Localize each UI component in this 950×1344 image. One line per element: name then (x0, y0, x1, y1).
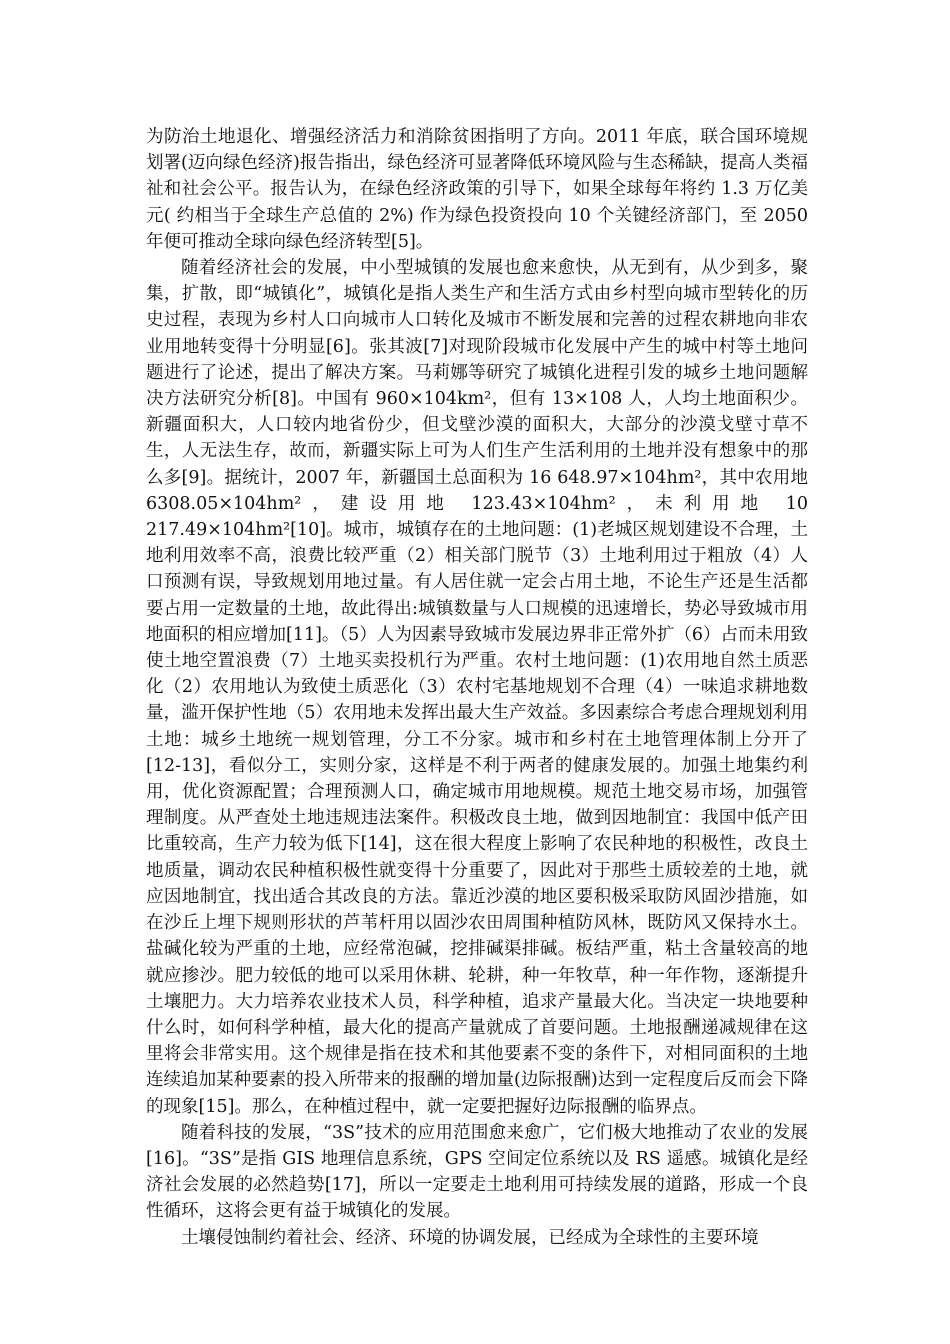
body-text (146, 124, 808, 1251)
paragraph-1: 为防治土地退化、增强经济活力和消除贫困指明了方向。2011 年底，联合国环境规划署(迈向绿色经济)报告指出，绿色经济可显著降低环境风险与生态稀缺，提高人类福祉和社会公平。报告认为，在绿色经济政策的引导下，如果全球每年将约 1.3 万亿美元( 约相当于全球生产总值的 2%) 作为绿色投资投向 10 个关键经济部门，至 2050 年便可推动全球向绿色经济转型[5]。 (146, 127, 808, 252)
paragraph-4: 土壤侵蚀制约着社会、经济、环境的协调发展，已经成为全球性的主要环境 (181, 1227, 759, 1248)
paragraph-2: 随着经济社会的发展，中小型城镇的发展也愈来愈快，从无到有，从少到多，聚集，扩散，即“城镇化”，城镇化是指人类生产和生活方式由乡村型向城市型转化的历史过程，表现为乡村人口向城市人口转化及城市不断发展和完善的过程农耕地向非农业用地转变得十分明显[6]。张其波[7]对现阶段城市化发展中产生的城中村等土地问题进行了论述，提出了解决方案。马莉娜等研究了城镇化进程引发的城乡土地问题解决方法研究分析[8]。中国有 960×104km²，但有 13×108 人，人均土地面积少。新疆面积大，人口较内地省份少，但戈壁沙漠的面积大，大部分的沙漠戈壁寸草不生，人无法生存，故而，新疆实际上可为人们生产生活利用的土地并没有想象中的那么多[9]。据统计，2007 年，新疆国土总面积为 16 648.97×104hm²，其中农用地 6308.05×104hm²，建设用地 123.43×104hm²，未利用地 10 217.49×104hm²[10]。城市，城镇存在的土地问题：(1)老城区规划建设不合理，土地利用效率不高，浪费比较严重（2）相关部门脱节（3）土地利用过于粗放（4）人口预测有误，导致规划用地过量。有人居住就一定会占用土地，不论生产还是生活都要占用一定数量的土地，故此得出:城镇数量与人口规模的迅速增长，势必导致城市用地面积的相应增加[11]。（5）人为因素导致城市发展边界非正常外扩（6）占而未用致使土地空置浪费（7）土地买卖投机行为严重。农村土地问题：(1)农用地自然土质恶化（2）农用地认为致使土质恶化（3）农村宅基地规划不合理（4）一味追求耕地数量，滥开保护性地（5）农用地未发挥出最大生产效益。多因素综合考虑合理规划利用土地：城乡土地统一规划管理，分工不分家。城市和乡村在土地管理体制上分开了[12-13]，看似分工，实则分家，这样是不利于两者的健康发展的。加强土地集约利用，优化资源配置；合理预测人口，确定城市用地规模。规范土地交易市场，加强管理制度。从严查处土地违规违法案件。积极改良土地，做到因地制宜：我国中低产田比重较高，生产力较为低下[14]，这在很大程度上影响了农民种地的积极性，改良土地质量，调动农民种植积极性就变得十分重要了，因此对于那些土质较差的土地，就应因地制宜，找出适合其改良的方法。靠近沙漠的地区要积极采取防风固沙措施，如在沙丘上埋下规则形状的芦苇杆用以固沙农田周围种植防风林，既防风又保持水土。盐碱化较为严重的土地，应经常泡碱，挖排碱渠排碱。板结严重，粘土含量较高的地就应掺沙。肥力较低的地可以采用休耕、轮耕，种一年牧草，种一年作物，逐渐提升土壤肥力。大力培养农业技术人员，科学种植，追求产量最大化。当决定一块地要种什么时，如何科学种植，最大化的提高产量就成了首要问题。土地报酬递减规律在这里将会非常实用。这个规律是指在技术和其他要素不变的条件下，对相同面积的土地连续追加某种要素的投入所带来的报酬的增加量(边际报酬)达到一定程度后反而会下降的现象[15]。那么，在种植过程中，就一定要把握好边际报酬的临界点。 (146, 258, 808, 1117)
paragraph-3: 随着科技的发展，“3S”技术的应用范围愈来愈广，它们极大地推动了农业的发展[16]。“3S”是指 GIS 地理信息系统，GPS 空间定位系统以及 RS 遥感。城镇化是经济社会发展的必然趋势[17]，所以一定要走土地利用可持续发展的道路，形成一个良性循环，这将会更有益于城镇化的发展。 (146, 1122, 808, 1222)
